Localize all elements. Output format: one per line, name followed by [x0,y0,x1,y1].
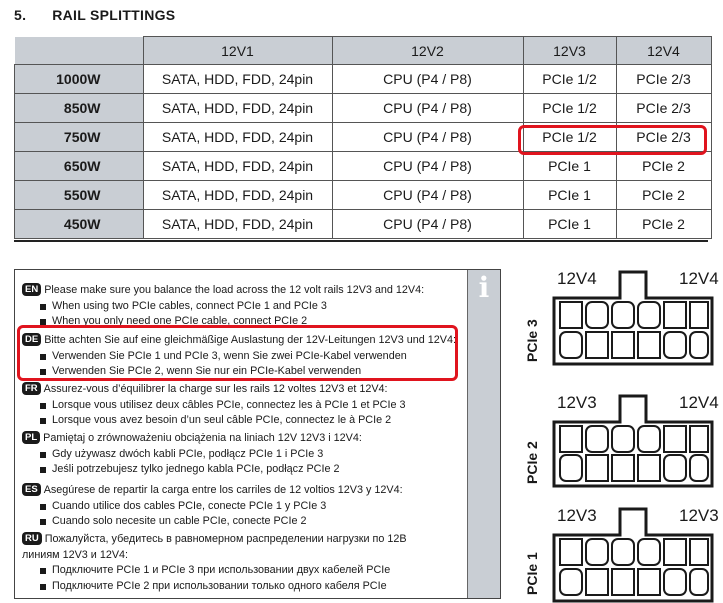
pcie-connector-icon [550,392,716,490]
header-12v2: 12V2 [332,37,523,65]
table-cell: PCIe 1 [523,210,616,239]
table-cell: PCIe 1/2 [523,123,616,152]
header-12v3: 12V3 [523,37,616,65]
note-fr [22,382,466,429]
highlight-750w-pcie [518,125,707,155]
table-cell: PCIe 1 [523,152,616,181]
list-item: Cuando solo necesite un cable PCIe, conecte PCIe 2 [52,514,466,530]
table-cell: PCIe 2 [616,181,711,210]
section-divider [14,240,708,242]
info-sidebar [467,270,500,598]
table-cell: PCIe 2/3 [616,65,711,94]
wattage-cell: 550W [15,181,144,210]
section-title: RAIL SPLITTINGS [52,7,176,23]
list-item: Lorsque vous utilisez deux câbles PCIe, connectez les à PCIe 1 et PCIe 3 [52,398,466,414]
list-item: Cuando utilice dos cables PCIe, conecte PCIe 1 y PCIe 3 [52,499,466,515]
table-row [15,65,712,94]
note-text: Bitte achten Sie auf eine gleichmäßige Auslastung der 12V-Leitungen 12V3 und 12V4: [44,334,456,346]
language-badge-fr: FR [22,382,41,395]
table-cell: CPU (P4 / P8) [332,123,523,152]
connector-label-left: 12V3 [557,393,597,412]
list-item: Lorsque vous avez besoin d’un seul câble PCIe, connectez le à PCIe 2 [52,413,466,429]
section-number: 5. [14,7,27,23]
note-es [22,483,466,530]
connector-label-right: 12V4 [679,269,719,288]
table-row [15,152,712,181]
table-cell: SATA, HDD, FDD, 24pin [143,181,332,210]
wattage-cell: 450W [15,210,144,239]
note-bullets [22,447,466,478]
wattage-cell: 850W [15,94,144,123]
note-bullets [22,563,442,594]
language-badge-en: EN [22,283,41,296]
note-bullets [22,398,466,429]
connector-name: PCIe 1 [524,552,540,595]
table-row [15,181,712,210]
note-ru [22,532,442,594]
table-corner [15,37,144,65]
table-cell: SATA, HDD, FDD, 24pin [143,65,332,94]
table-cell: SATA, HDD, FDD, 24pin [143,123,332,152]
wattage-cell: 1000W [15,65,144,94]
connector-label-right: 12V4 [679,393,719,412]
header-12v1: 12V1 [143,37,332,65]
table-cell: CPU (P4 / P8) [332,181,523,210]
table-cell: SATA, HDD, FDD, 24pin [143,210,332,239]
connector-label-right: 12V3 [679,506,719,525]
table-cell: CPU (P4 / P8) [332,65,523,94]
connector-label-left: 12V4 [557,269,597,288]
notes-panel [14,269,501,599]
table-cell: PCIe 2/3 [616,123,711,152]
note-text: Pamiętaj o zrównoważeniu obciążenia na liniach 12V 12V3 i 12V4: [43,432,362,444]
info-icon: i [478,271,490,304]
note-text: Asegúrese de repartir la carga entre los carriles de 12 voltios 12V3 y 12V4: [43,484,403,496]
list-item: Подключите PCIe 1 и PCIe 3 при использовании двух кабелей PCIe [52,563,442,579]
connector-name: PCIe 3 [524,319,540,362]
table-cell: PCIe 1/2 [523,65,616,94]
connector-label-left: 12V3 [557,506,597,525]
section-heading [14,7,175,23]
table-row [15,94,712,123]
table-cell: PCIe 2 [616,152,711,181]
highlight-de-note [17,325,458,381]
list-item: Jeśli potrzebujesz tylko jednego kabla PCIe, podłącz PCIe 2 [52,462,466,478]
note-pl [22,431,466,478]
wattage-cell: 650W [15,152,144,181]
table-header-row [15,37,712,65]
table-row [15,210,712,239]
list-item: When you only need one PCIe cable, connect PCIe 2 [52,314,466,330]
note-text: Assurez-vous d’équilibrer la charge sur les rails 12 voltes 12V3 et 12V4: [43,383,388,395]
language-badge-ru: RU [22,532,42,545]
wattage-cell: 750W [15,123,144,152]
table-cell: PCIe 2 [616,210,711,239]
connector-name: PCIe 2 [524,441,540,484]
pcie-connector-icon [550,505,716,603]
table-cell: PCIe 2/3 [616,94,711,123]
table-cell: CPU (P4 / P8) [332,210,523,239]
table-cell: SATA, HDD, FDD, 24pin [143,94,332,123]
language-badge-es: ES [22,483,41,496]
list-item: Verwenden Sie PCIe 1 und PCIe 3, wenn Sie zwei PCIe-Kabel verwenden [52,349,466,365]
note-en [22,283,466,330]
note-bullets [22,499,466,530]
list-item: Gdy używasz dwóch kabli PCIe, podłącz PCIe 1 i PCIe 3 [52,447,466,463]
table-cell: PCIe 1/2 [523,94,616,123]
pcie-connector-icon [550,268,716,368]
note-text: Пожалуйста, убедитесь в равномерном распределении нагрузки по 12В линиям 12V3 и 12V4: [22,533,407,561]
list-item: Verwenden Sie PCIe 2, wenn Sie nur ein PCIe-Kabel verwenden [52,364,466,380]
language-badge-pl: PL [22,431,40,444]
language-badge-de: DE [22,333,41,346]
list-item: Подключите PCIe 2 при использовании только одного кабеля PCIe [52,579,442,595]
table-cell: CPU (P4 / P8) [332,152,523,181]
table-cell: CPU (P4 / P8) [332,94,523,123]
table-cell: SATA, HDD, FDD, 24pin [143,152,332,181]
note-text: Please make sure you balance the load across the 12 volt rails 12V3 and 12V4: [44,284,425,296]
table-cell: PCIe 1 [523,181,616,210]
header-12v4: 12V4 [616,37,711,65]
list-item: When using two PCIe cables, connect PCIe 1 and PCIe 3 [52,299,466,315]
